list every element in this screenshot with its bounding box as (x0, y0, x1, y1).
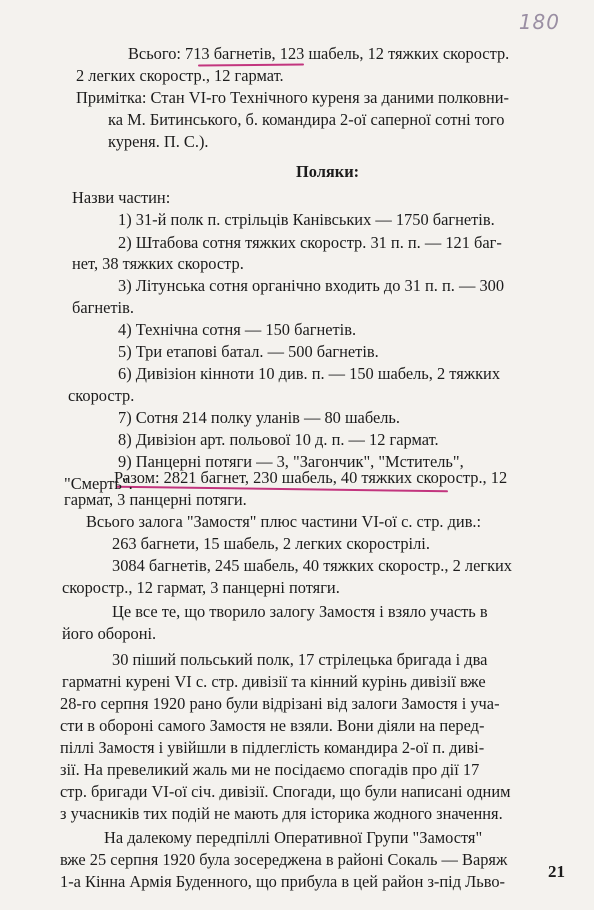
text-line: скоростр., 12 гармат, 3 панцерні потяги. (62, 578, 340, 597)
text-line: Примітка: Стан VI-го Технічного куреня за даними полковни- (76, 88, 509, 107)
text-line: стр. бригади VI-ої січ. дивізії. Спогади, що були написані одним (60, 782, 511, 801)
text-line: 3084 багнетів, 245 шабель, 40 тяжких скоростр., 2 легких (112, 556, 512, 575)
page-number: 21 (548, 862, 565, 881)
text-line: Всього: 713 багнетів, 123 шабель, 12 тяжких скоростр. (128, 44, 510, 63)
list-item: 7) Сотня 214 полку уланів — 80 шабель. (118, 408, 400, 427)
text-line: Це все те, що творило залогу Замостя і взяло участь в (112, 602, 488, 621)
text-line: скоростр. (68, 386, 135, 405)
list-item: 6) Дивізіон кінноти 10 див. п. — 150 шабель, 2 тяжких (118, 364, 501, 383)
text-line: нет, 38 тяжких скоростр. (72, 254, 244, 273)
handwritten-page-note: 180 (518, 10, 560, 34)
text-line: На далекому передпіллі Оперативної Групи "Замостя" (104, 828, 483, 847)
text-line: багнетів. (72, 298, 134, 317)
list-item: 1) 31-й полк п. стрільців Канівських — 1750 багнетів. (118, 210, 495, 229)
text-line: 263 багнети, 15 шабель, 2 легких скорострілі. (112, 534, 430, 553)
list-item: 2) Штабова сотня тяжких скоростр. 31 п. п. — 121 баг- (118, 233, 502, 252)
list-item: 4) Технічна сотня — 150 багнетів. (118, 320, 357, 339)
text-line: гармат, 3 панцерні потяги. (64, 490, 247, 509)
text-line: з учасників тих подій не мають для історика жодного значення. (60, 804, 503, 823)
text-line: вже 25 серпня 1920 була зосереджена в районі Сокаль — Варяж (60, 850, 508, 869)
list-item: 3) Літунська сотня органічно входить до 31 п. п. — 300 (118, 276, 505, 295)
text-line: Всього залога "Замостя" плюс частини VI-ої с. стр. див.: (86, 512, 482, 531)
text-line: "Смерть". (64, 474, 133, 493)
text-line: його обороні. (62, 624, 157, 643)
total-line: Разом: 2821 багнет, 230 шабель, 40 тяжких скоростр., 12 (114, 468, 508, 487)
text-line: Назви частин: (72, 188, 171, 207)
section-heading: Поляки: (296, 162, 360, 181)
text-line: піллі Замостя і увійшли в підлеглість командира 2-ої п. диві- (60, 738, 485, 757)
text-line: 2 легких скоростр., 12 гармат. (76, 66, 284, 85)
list-item: 9) Панцерні потяги — 3, "Загончик", "Мститель", (118, 452, 464, 471)
text-line: ка М. Битинського, б. командира 2-ої саперної сотні того (108, 110, 505, 129)
list-item: 5) Три етапові батал. — 500 багнетів. (118, 342, 379, 361)
text-line: 28-го серпня 1920 рано були відрізані від залоги Замостя і уча- (60, 694, 500, 713)
text-line: куреня. П. С.). (108, 132, 209, 151)
text-line: зії. На превеликий жаль ми не посідаємо спогадів про дії 17 (60, 760, 480, 779)
text-line: гарматні курені VI с. стр. дивізії та кінний курінь дивізії вже (62, 672, 486, 691)
text-line: сти в обороні самого Замостя не взяли. Вони діяли на перед- (60, 716, 485, 735)
list-item: 8) Дивізіон арт. польової 10 д. п. — 12 гармат. (118, 430, 439, 449)
text-line: 30 піший польський полк, 17 стрілецька бригада і два (112, 650, 488, 669)
text-line: 1-а Кінна Армія Буденного, що прибула в цей район з-під Льво- (60, 872, 506, 891)
